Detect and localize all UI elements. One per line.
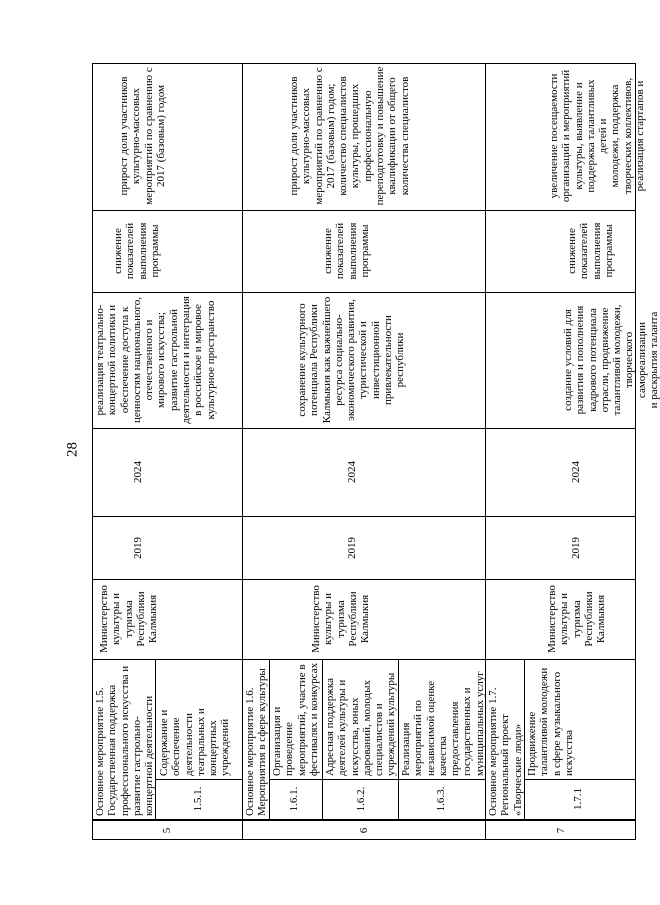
sub-activity-number: 1.7.1	[572, 788, 584, 810]
main-activity-title: Основное мероприятие 1.6. Мероприятия в сфере культуры	[244, 668, 269, 816]
sub-activity-title: Реализация мероприятий по независимой оценке качества предоставления государственных и муниципальных услуг	[400, 671, 486, 776]
expected-result: создание условий для развития и пополнения кадрового потенциала отрасли, продвижение талантливой молодежи, творческого самореализации и раскрытия таланта	[562, 304, 660, 416]
page-number: 28	[64, 442, 81, 457]
end-year: 2024	[346, 461, 358, 483]
non-implementation-consequence: снижение показателей выполнения программы	[566, 222, 615, 280]
row-number: 5	[92, 820, 242, 840]
sub-activity-title: Организация и проведение мероприятий, участие в фестивалях и конкурсах	[271, 662, 320, 776]
main-activity-title: Основное мероприятие 1.7. Региональный проект «Творческие люди»	[487, 687, 524, 816]
non-implementation-consequence: снижение показателей выполнения программы	[322, 222, 371, 280]
start-year: 2019	[570, 537, 582, 559]
sub-activity-number: 1.6.2.	[355, 786, 367, 812]
row-number: 7	[486, 820, 636, 840]
executor: Министерство культуры и туризма Республики Калмыкия	[98, 585, 160, 653]
sub-activity-title: Адресная поддержка деятелей культуры и искусства, юных дарований, молодых специалистов и учреждений культуры	[324, 672, 398, 776]
indicator-link: прирост доли участников культурно-массовых мероприятий по сравнению с 2017 (базовым) годом; количество специалистов культуры, прошедших профессиональную переподготовку и повышение квалификации от общего количества специалистов	[288, 66, 411, 206]
sub-activity-title: Продвижение талантливой молодежи в сфере музыкального искусства	[526, 667, 575, 776]
non-implementation-consequence: снижение показателей выполнения программы	[112, 222, 161, 280]
start-year: 2019	[346, 537, 358, 559]
expected-result: реализация театрально- концертной политики и обеспечение доступа к ценностям национального, отечественного и мирового искусства; развитие гастрольной деятельности и интеграция в российское и мировое культурное пространство	[94, 296, 217, 424]
sub-activity-number: 1.6.1.	[288, 786, 300, 812]
sub-activity-number: 1.6.3.	[435, 786, 447, 812]
end-year: 2024	[132, 461, 144, 483]
end-year: 2024	[570, 461, 582, 483]
executor: Министерство культуры и туризма Республики Калмыкия	[546, 585, 608, 653]
main-activity-title: Основное мероприятие 1.5. Государственная поддержка профессионального искусства и развитие гастрольно- концертной деятельности	[94, 665, 156, 816]
start-year: 2019	[132, 537, 144, 559]
sub-activity-title: Содержание и обеспечение деятельности театральных и концертных учреждений	[158, 708, 232, 776]
indicator-link: прирост доли участников культурно-массовых мероприятий по сравнению с 2017 (базовым) годом	[118, 67, 167, 205]
expected-result: сохранение культурного потенциала Республики Калмыкия как важнейшего ресурса социально- экономического развития, туристической и инвестиционной привлекательности республики	[296, 296, 407, 424]
sub-activity-number: 1.5.1.	[192, 786, 204, 812]
row-number: 6	[243, 820, 485, 840]
indicator-link: увеличение посещаемости организаций и мероприятий культуры, выявление и поддержка талантливых детей и молодежи, поддержка творческих коллективов, реализация стартапов и	[548, 69, 647, 203]
program-activities-table	[92, 63, 660, 840]
executor: Министерство культуры и туризма Республики Калмыкия	[310, 585, 372, 653]
